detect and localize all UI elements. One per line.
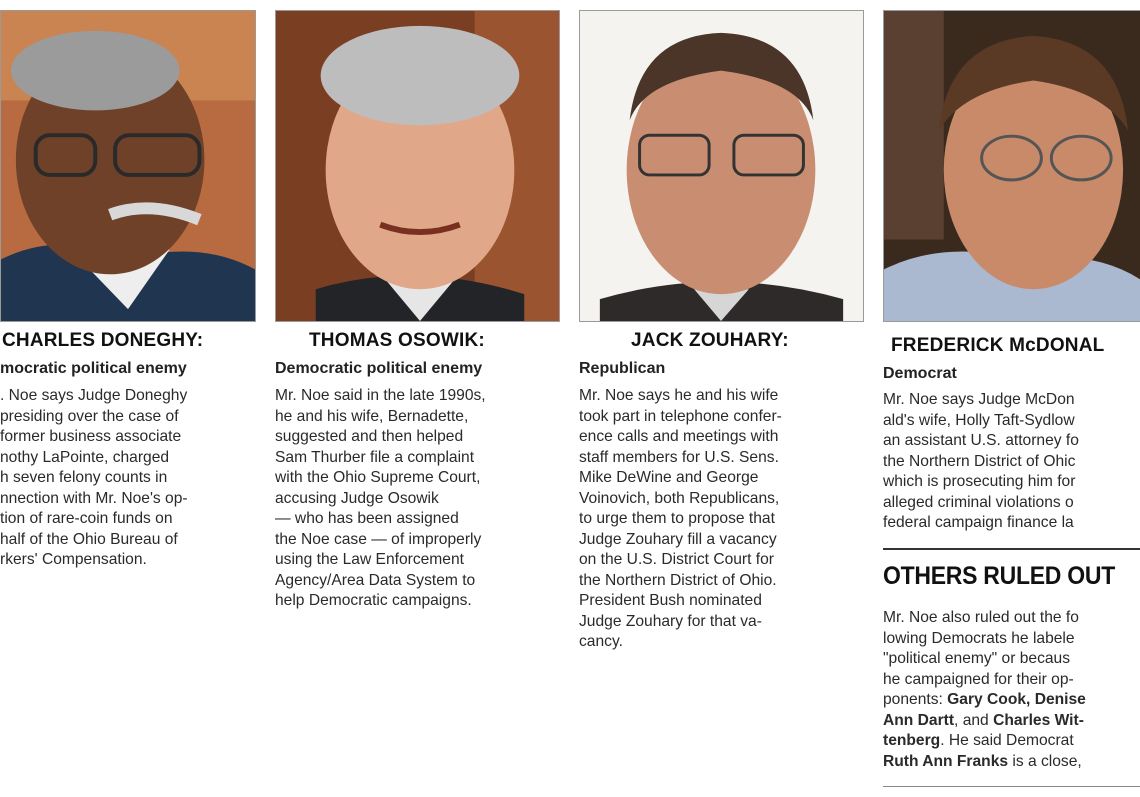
body-text: ponents:	[883, 691, 948, 708]
bio-line: using the Law Enforcement	[275, 551, 464, 568]
party-charles-doneghy: mocratic political enemy	[0, 360, 187, 377]
bio-line: cancy.	[579, 633, 623, 650]
bio-line: ence calls and meetings with	[579, 428, 779, 445]
bio-line: tion of rare-coin funds on	[0, 510, 173, 527]
body-line	[883, 731, 1086, 752]
party-thomas-osowik: Democratic political enemy	[275, 360, 483, 377]
body-line: he campaigned for their op-	[883, 670, 1074, 688]
name-thomas-osowik: THOMAS OSOWIK:	[309, 330, 485, 351]
bio-frederick-mcdonald	[883, 390, 1079, 534]
bio-line: Sam Thurber file a complaint	[275, 448, 475, 466]
bio-line: Mr. Noe said in the late 1990s,	[275, 387, 486, 404]
bio-line: h seven felony counts in	[0, 469, 168, 486]
bio-line: on the U.S. District Court for	[579, 551, 774, 568]
bio-line: took part in telephone confer-	[579, 407, 782, 425]
name-ann-dartt: Ann Dartt	[883, 711, 955, 729]
bio-line: Voinovich, both Republicans,	[579, 489, 780, 507]
bio-line: suggested and then helped	[275, 428, 464, 445]
party-frederick-mcdonald: Democrat	[883, 365, 957, 382]
bio-line: an assistant U.S. attorney fo	[883, 432, 1079, 449]
bio-line: to urge them to propose that	[579, 510, 775, 527]
party-jack-zouhary: Republican	[579, 360, 666, 377]
bio-line: the Northern District of Ohio.	[579, 571, 777, 589]
bio-charles-doneghy	[0, 386, 188, 571]
bio-line: Judge Zouhary fill a vacancy	[579, 530, 777, 548]
body-line: lowing Democrats he labele	[883, 629, 1075, 647]
bio-line: he and his wife, Bernadette,	[275, 407, 469, 425]
name-tenberg: tenberg	[883, 732, 941, 749]
bio-line: former business associate	[0, 428, 182, 445]
body-line	[883, 711, 1086, 732]
name-ruth-ann-franks: Ruth Ann Franks	[883, 752, 1009, 770]
bio-line: the Noe case — of improperly	[275, 530, 482, 548]
body-line: "political enemy" or becaus	[883, 650, 1071, 667]
bottom-divider	[883, 786, 1140, 787]
photo-frederick-mcdonald	[883, 10, 1140, 322]
bio-line: President Bush nominated	[579, 592, 762, 609]
bio-line: — who has been assigned	[275, 510, 459, 527]
bio-line: presiding over the case of	[0, 407, 179, 425]
body-text: . He said Democrat	[940, 732, 1074, 749]
bio-line: with the Ohio Supreme Court,	[275, 469, 481, 486]
others-ruled-out-body	[883, 608, 1086, 772]
bio-line: accusing Judge Osowik	[275, 489, 439, 507]
bio-thomas-osowik	[275, 386, 486, 612]
section-divider	[883, 548, 1140, 550]
photo-jack-zouhary	[579, 10, 864, 322]
photo-thomas-osowik	[275, 10, 560, 322]
name-gary-cook-denise: Gary Cook, Denise	[947, 691, 1086, 708]
others-ruled-out-section	[883, 556, 1140, 786]
bio-line: help Democratic campaigns.	[275, 592, 472, 609]
bio-line: Mr. Noe says he and his wife	[579, 387, 779, 404]
name-charles-doneghy: CHARLES DONEGHY:	[2, 330, 204, 351]
name-jack-zouhary: JACK ZOUHARY:	[631, 330, 789, 351]
bio-line: Agency/Area Data System to	[275, 571, 476, 589]
bio-line: ald's wife, Holly Taft-Sydlow	[883, 411, 1075, 429]
body-text: , and	[954, 711, 994, 729]
bio-line: federal campaign finance la	[883, 514, 1074, 531]
bio-line: nnection with Mr. Noe's op-	[0, 489, 188, 507]
column-frederick-mcdonald	[883, 330, 1140, 550]
bio-line: staff members for U.S. Sens.	[579, 448, 779, 466]
body-line: Mr. Noe also ruled out the fo	[883, 609, 1079, 626]
photo-charles-doneghy	[0, 10, 256, 322]
bio-line: rkers' Compensation.	[0, 551, 147, 568]
bio-jack-zouhary	[579, 386, 782, 653]
name-frederick-mcdonald: FREDERICK McDONAL	[891, 335, 1105, 356]
bio-line: Judge Zouhary for that va-	[579, 612, 762, 630]
body-text: is a close,	[1008, 752, 1082, 770]
bio-line: nothy LaPointe, charged	[0, 448, 170, 466]
bio-line: . Noe says Judge Doneghy	[0, 387, 188, 404]
bio-line: which is prosecuting him for	[883, 473, 1076, 490]
others-ruled-out-heading: OTHERS RULED OUT	[883, 562, 1115, 590]
body-line	[883, 690, 1086, 711]
name-charles-wittenberg: Charles Wit-	[993, 711, 1084, 729]
bio-line: the Northern District of Ohic	[883, 452, 1076, 470]
bio-line: Mike DeWine and George	[579, 469, 759, 486]
bio-line: Mr. Noe says Judge McDon	[883, 391, 1075, 408]
bio-line: alleged criminal violations o	[883, 493, 1074, 511]
body-line	[883, 752, 1086, 773]
bio-line: half of the Ohio Bureau of	[0, 530, 178, 548]
